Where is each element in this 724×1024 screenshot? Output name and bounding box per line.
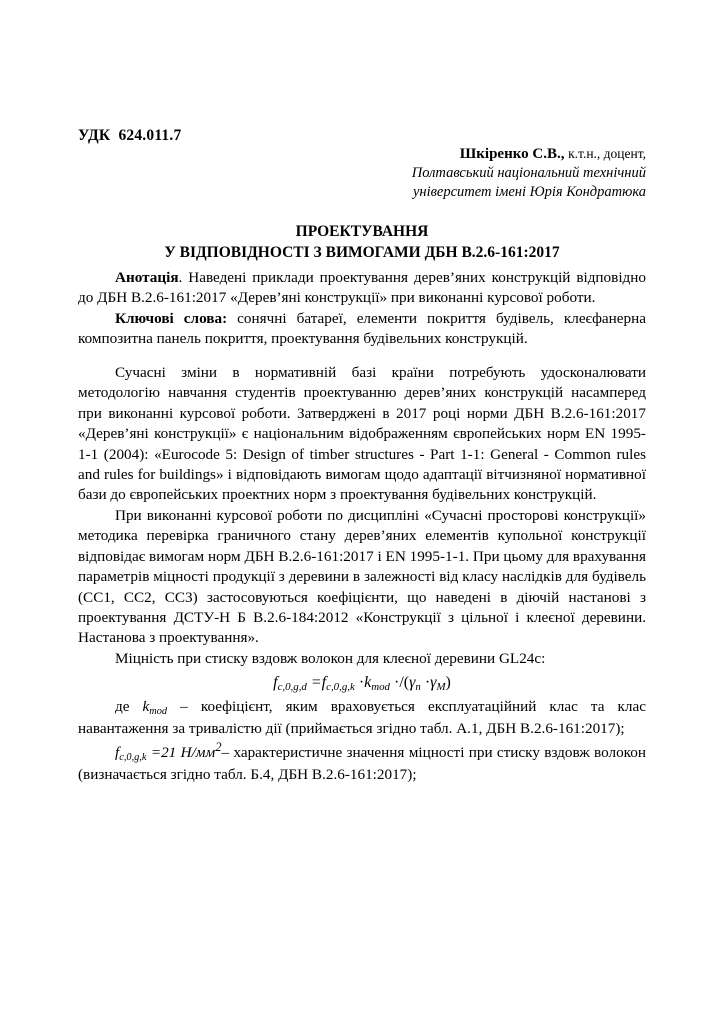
formula-gamma-n: γ	[409, 674, 416, 692]
formula-slash-open: /(	[399, 674, 410, 692]
formula-rhs-2-base: k	[364, 674, 372, 692]
definition-fk-subscript: c,0,g,k	[119, 752, 147, 764]
formula-dot-2: ·	[393, 674, 400, 692]
body-paragraph-3: Міцність при стиску вздовж волокон для клеєної деревини GL24c:	[115, 649, 546, 667]
definition-kmod-symbol	[143, 698, 168, 715]
document-body	[78, 268, 646, 786]
author-name-line	[226, 145, 646, 164]
definition-kmod-subscript: mod	[149, 705, 168, 717]
definition-fk-text: – характеристичне значення міцності при стиску вздовж волокон (визначається згідно табл. Б.4, ДБН В.2.6-161:2017);	[78, 744, 647, 784]
definition-fk-unit	[180, 740, 222, 762]
document-page	[78, 0, 646, 1024]
definition-fk	[78, 739, 646, 785]
udc-code: УДК 624.011.7	[78, 127, 182, 144]
affiliation-line-1: Полтавський національний технічний	[411, 165, 646, 182]
keywords-label: Ключові слова:	[115, 309, 228, 327]
definition-fk-symbol	[115, 744, 147, 764]
formula-gamma-m-subscript: M	[436, 681, 446, 694]
strength-formula	[78, 672, 646, 695]
keywords-paragraph	[78, 309, 646, 350]
body-paragraph-1: Сучасні зміни в нормативній базі країни потребують удосконалювати методологію навчання студентів проектуванню дерев’яних конструкцій насамперед при виконанні курсової роботи. Затверджені в 2017 році норми ДБН В.2.6-161:2017 «Дерев’яні конструкції» є національним відображенням європейських норм EN 1995-1-1 (2004): «Eurocode 5: Design of timber structures - Part 1-1: General - Common rules and rules for buildings» і відповідають вимогам щодо адаптації вітчизняної нормативної бази до європейських проектних норм з проектування будівельних конструкцій.	[78, 363, 646, 504]
formula-close-paren: )	[445, 674, 451, 692]
body-paragraph-2: При виконанні курсової роботи по дисципліні «Сучасні просторові конструкції» методика перевірка граничного стану дерев’яних елементів купольної конструкції відповідає вимогам норм ДБН В.2.6-161:2017 і EN 1995-1-1. При цьому для врахування параметрів міцності продукції з деревини в залежності від класу наслідків для будівель (СС1, СС2, СС3) застосовуються коефіцієнти, що наведені в діючій настанові з проектування ДСТУ-Н Б В.2.6-184:2012 «Конструкції з цільної і клеєної деревини. Настанова з проектування».	[78, 506, 646, 647]
author-degree: к.т.н., доцент,	[568, 146, 646, 161]
definition-fk-unit-text: Н/мм	[180, 744, 216, 762]
formula-gamma-m: γ	[430, 674, 437, 692]
page-title	[78, 222, 646, 264]
definition-fk-unit-exponent: 2	[215, 740, 222, 755]
definition-kmod-text: – коефіцієнт, яким враховується експлуатаційний клас та клас навантаження за тривалістю дії (приймається згідно табл. А.1, ДБН В.2.6-161:2017);	[78, 697, 646, 737]
abstract-paragraph	[78, 268, 646, 309]
definition-kmod-base: k	[142, 697, 150, 715]
formula-lhs	[273, 674, 307, 694]
keywords-text: сонячні батареї, елементи покриття будівель, клеєфанерна композитна панель покриття, проектування будівельних конструкцій.	[78, 309, 646, 348]
formula-rhs-2-subscript: mod	[371, 681, 390, 694]
formula-gamma-n-subscript: n	[415, 681, 421, 694]
paragraph-gap	[78, 350, 646, 363]
abstract-text: . Наведені приклади проектування дерев’яних конструкцій відповідно до ДБН В.2.6-161:2017 «Дерев’яні конструкції» при виконанні курсової роботи.	[78, 269, 646, 307]
author-name: Шкіренко С.В.,	[459, 146, 565, 162]
formula-lhs-base: f	[273, 674, 278, 692]
author-block	[226, 145, 646, 201]
affiliation-line-2: університет імені Юрія Кондратюка	[412, 183, 646, 200]
definition-kmod	[78, 697, 646, 739]
formula-lhs-subscript: c,0,g,d	[277, 681, 307, 694]
definition-fk-base: f	[115, 744, 120, 762]
title-line-1: ПРОЕКТУВАННЯ	[295, 223, 429, 240]
abstract-label: Анотація	[115, 269, 179, 286]
formula-rhs-1-subscript: c,0,g,k	[326, 681, 355, 694]
formula-rhs-1-base: f	[321, 674, 327, 692]
formula-dot-1: ·	[358, 674, 365, 692]
definition-kmod-prefix: де	[115, 697, 143, 715]
formula-equals: =	[310, 674, 322, 692]
definition-fk-value: =21	[146, 744, 177, 762]
title-line-2: У ВІДПОВІДНОСТІ З ВИМОГАМИ ДБН В.2.6-161:2017	[164, 243, 560, 261]
formula-dot-3: ·	[424, 674, 431, 692]
